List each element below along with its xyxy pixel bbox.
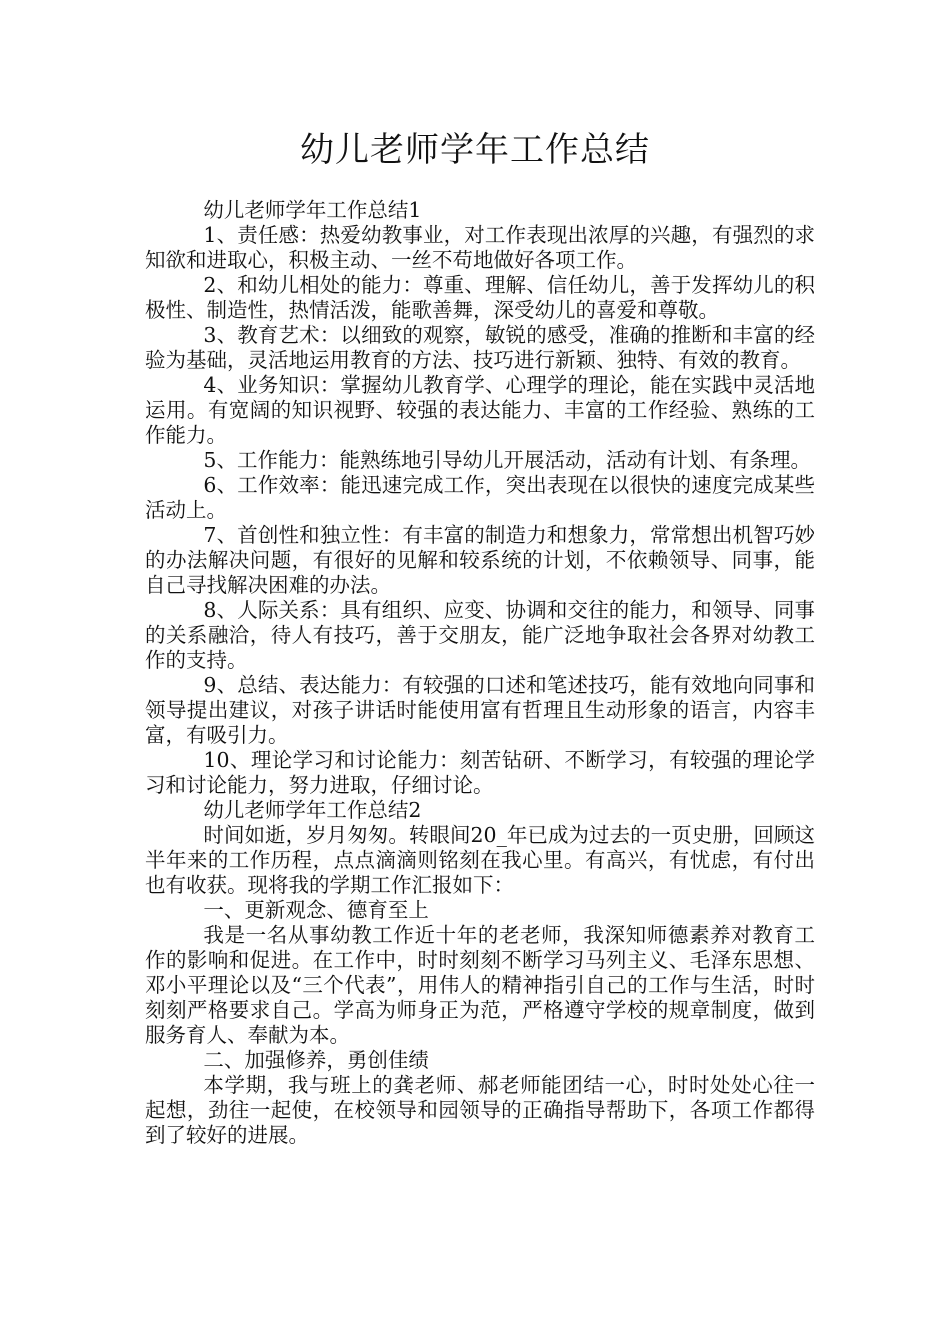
document-body (145, 198, 815, 1148)
section-heading: 幼儿老师学年工作总结1 (203, 198, 422, 222)
paragraph: 6、工作效率：能迅速完成工作，突出表现在以很快的速度完成某些活动上。 (145, 473, 815, 522)
paragraph: 我是一名从事幼教工作近十年的老老师，我深知师德素养对教育工作的影响和促进。在工作中，时时刻刻不断学习马列主义、毛泽东思想、邓小平理论以及“三个代表”，用伟人的精神指引自己的工作与生活，时时刻刻严格要求自己。学高为师身正为范，严格遵守学校的规章制度，做到服务育人、奉献为本。 (145, 923, 815, 1047)
paragraph: 1、责任感：热爱幼教事业，对工作表现出浓厚的兴趣，有强烈的求知欲和进取心，积极主动、一丝不苟地做好各项工作。 (145, 223, 815, 272)
section-heading: 幼儿老师学年工作总结2 (203, 798, 422, 822)
paragraph: 9、总结、表达能力：有较强的口述和笔述技巧，能有效地向同事和领导提出建议，对孩子讲话时能使用富有哲理且生动形象的语言，内容丰富，有吸引力。 (145, 673, 815, 747)
document-title: 幼儿老师学年工作总结 (300, 130, 650, 170)
subheading: 一、更新观念、德育至上 (203, 898, 429, 922)
paragraph: 10、理论学习和讨论能力：刻苦钻研、不断学习，有较强的理论学习和讨论能力，努力进取，仔细讨论。 (145, 748, 815, 797)
paragraph: 7、首创性和独立性：有丰富的制造力和想象力，常常想出机智巧妙的办法解决问题，有很好的见解和较系统的计划，不依赖领导、同事，能自己寻找解决困难的办法。 (145, 523, 815, 597)
paragraph: 2、和幼儿相处的能力：尊重、理解、信任幼儿，善于发挥幼儿的积极性、制造性，热情活泼，能歌善舞，深受幼儿的喜爱和尊敬。 (145, 273, 815, 322)
paragraph: 3、教育艺术：以细致的观察，敏锐的感受，准确的推断和丰富的经验为基础，灵活地运用教育的方法、技巧进行新颖、独特、有效的教育。 (145, 323, 815, 372)
paragraph: 8、人际关系：具有组织、应变、协调和交往的能力，和领导、同事的关系融洽，待人有技巧，善于交朋友，能广泛地争取社会各界对幼教工作的支持。 (145, 598, 815, 672)
paragraph: 5、工作能力：能熟练地引导幼儿开展活动，活动有计划、有条理。 (203, 448, 811, 472)
paragraph: 4、业务知识：掌握幼儿教育学、心理学的理论，能在实践中灵活地运用。有宽阔的知识视野、较强的表达能力、丰富的工作经验、熟练的工作能力。 (145, 373, 815, 447)
paragraph: 本学期，我与班上的龚老师、郝老师能团结一心，时时处处心往一起想，劲往一起使，在校领导和园领导的正确指导帮助下，各项工作都得到了较好的进展。 (145, 1073, 815, 1147)
paragraph: 时间如逝，岁月匆匆。转眼间20_年已成为过去的一页史册，回顾这半年来的工作历程，点点滴滴则铭刻在我心里。有高兴，有忧虑，有付出也有收获。现将我的学期工作汇报如下： (145, 823, 815, 897)
subheading: 二、加强修养，勇创佳绩 (203, 1048, 429, 1072)
